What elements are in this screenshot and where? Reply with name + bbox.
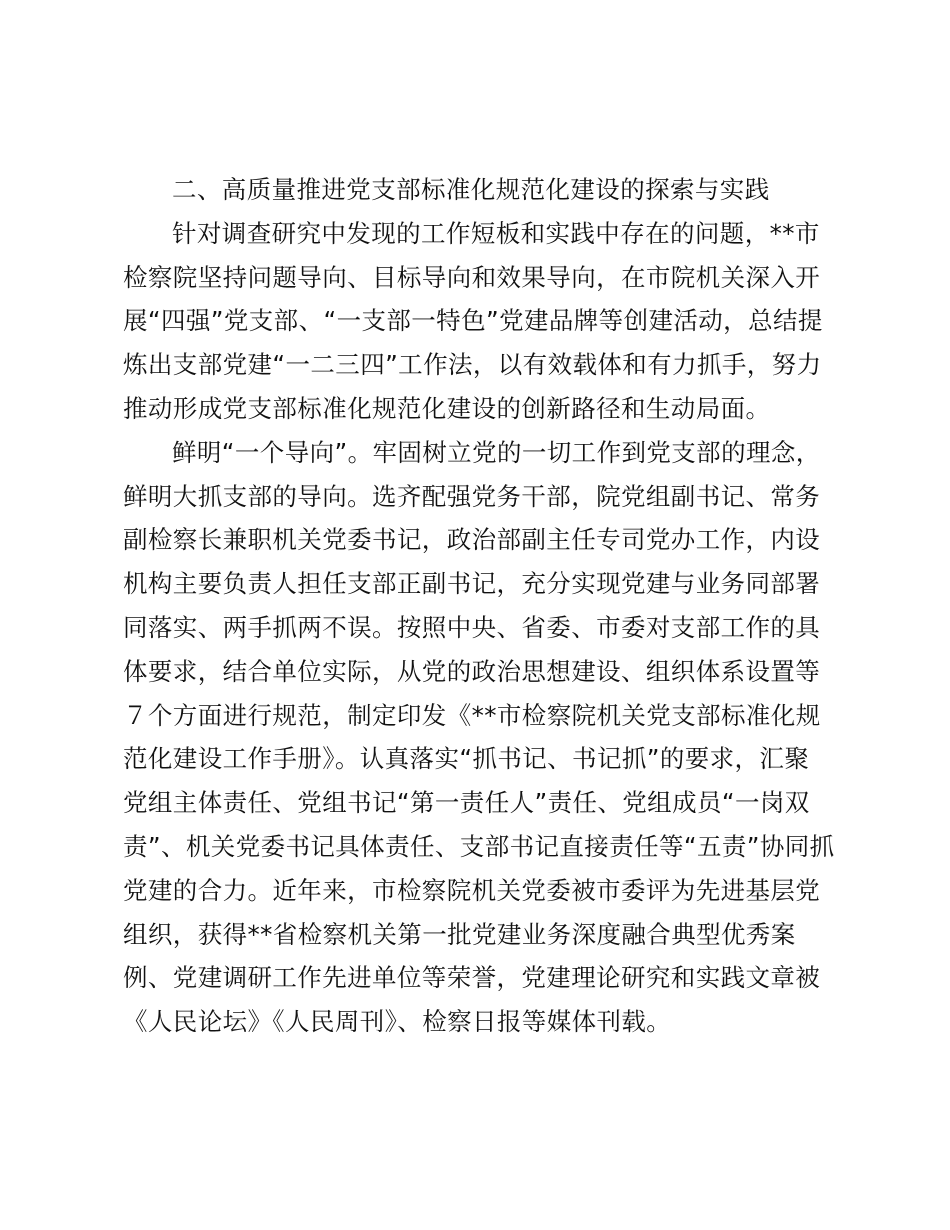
- document-body: [123, 168, 835, 1044]
- paragraph-line: 检察院坚持问题导向、目标导向和效果导向，在市院机关深入开: [123, 262, 821, 292]
- paragraph-line: 党建的合力。近年来，市检察院机关党委被市委评为先进基层党: [123, 875, 821, 905]
- paragraph-line: 推动形成党支部标准化规范化建设的创新路径和生动局面。: [123, 393, 771, 423]
- paragraph-2: [123, 431, 835, 1044]
- paragraph-line: 党组主体责任、党组书记“第一责任人”责任、党组成员“一岗双: [123, 788, 810, 818]
- paragraph-line: 展“四强”党支部、“一支部一特色”党建品牌等创建活动，总结提: [123, 306, 823, 336]
- paragraph-line: 副检察长兼职机关党委书记，政治部副主任专司党办工作，内设: [123, 525, 821, 555]
- paragraph-line: 鲜明大抓支部的导向。选齐配强党务干部，院党组副书记、常务: [123, 481, 821, 511]
- paragraph-line: 同落实、两手抓两不误。按照中央、省委、市委对支部工作的具: [123, 612, 821, 642]
- paragraph-line: 炼出支部党建“一二三四”工作法，以有效载体和有力抓手，努力: [123, 350, 822, 380]
- paragraph-line: 范化建设工作手册》。认真落实“抓书记、书记抓”的要求，汇聚: [123, 744, 810, 774]
- paragraph-line: 《人民论坛》《人民周刊》、检察日报等媒体刊载。: [123, 1007, 672, 1037]
- paragraph-line: 鲜明“一个导向”。牢固树立党的一切工作到党支部的理念，: [172, 437, 821, 467]
- paragraph-1: [123, 212, 828, 431]
- paragraph-line: 例、党建调研工作先进单位等荣誉，党建理论研究和实践文章被: [123, 963, 821, 993]
- paragraph-line: 针对调查研究中发现的工作短板和实践中存在的问题，**市: [172, 218, 820, 248]
- paragraph-line: 组织，获得**省检察机关第一批党建业务深度融合典型优秀案: [123, 919, 796, 949]
- paragraph-line: ７个方面进行规范，制定印发《**市检察院机关党支部标准化规: [123, 700, 821, 730]
- paragraph-line: 责”、机关党委书记具体责任、支部书记直接责任等“五责”协同抓: [123, 831, 835, 861]
- paragraph-line: 体要求，结合单位实际，从党的政治思想建设、组织体系设置等: [123, 656, 821, 686]
- section-heading: 二、高质量推进党支部标准化规范化建设的探索与实践: [172, 175, 770, 204]
- paragraph-line: 机构主要负责人担任支部正副书记，充分实现党建与业务同部署: [123, 569, 821, 599]
